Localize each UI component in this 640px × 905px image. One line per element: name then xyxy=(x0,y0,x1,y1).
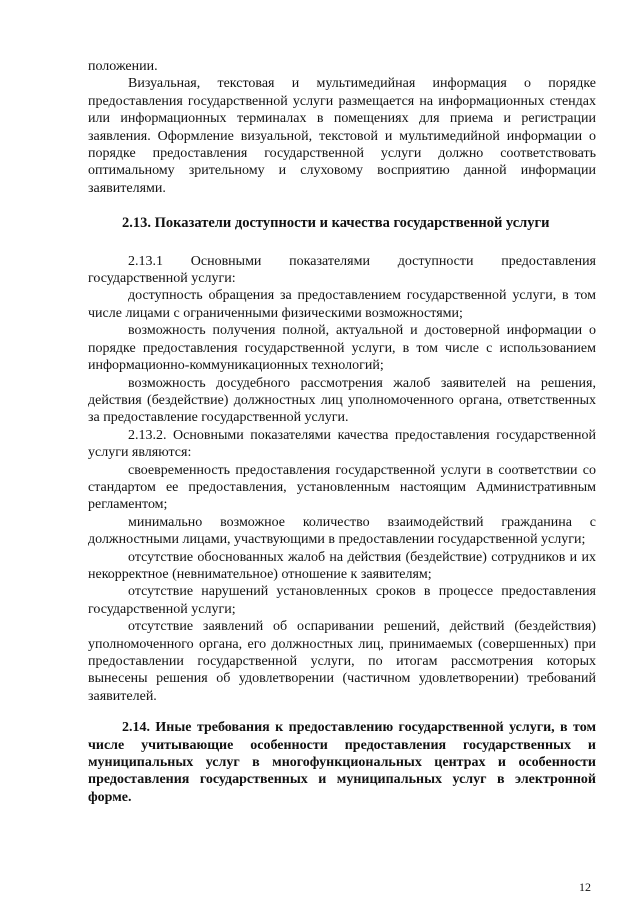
paragraph-timeliness: своевременность предоставления государственной услуги в соответствии со стандартом ее предоставления, установленным настоящим Административным регламентом; xyxy=(88,462,596,513)
paragraph-accessibility-appeal: доступность обращения за предоставлением государственной услуги, в том числе лицами с ограниченными физическими возможностями; xyxy=(88,288,596,321)
page-number: 12 xyxy=(579,880,591,894)
paragraph-continuation: положении. xyxy=(88,59,158,74)
paragraph-no-disputes: отсутствие заявлений об оспаривании решений, действий (бездействия) уполномоченного органа, его должностных лиц, принимаемых (совершенных) при предоставлении государственной услуги, по итогам рассмотрения которых вынесены решения об удовлетворении (частичном удовлетворении) требований заявителей. xyxy=(88,619,596,704)
paragraph-2-13-2: 2.13.2. Основными показателями качества предоставления государственной услуги являются: xyxy=(88,427,596,461)
section-heading-2-13: 2.13. Показатели доступности и качества государственной услуги xyxy=(122,215,550,232)
paragraph-min-interactions: минимально возможное количество взаимодействий гражданина с должностными лицами, участвующими в предоставлении государственной услуги; xyxy=(88,514,596,548)
paragraph-no-violations: отсутствие нарушений установленных сроков в процессе предоставления государственной услуги; xyxy=(88,584,596,617)
paragraph-no-complaints: отсутствие обоснованных жалоб на действия (бездействие) сотрудников и их некорректное (невнимательное) отношение к заявителям; xyxy=(88,549,596,582)
paragraph-visual-info: Визуальная, текстовая и мультимедийная информация о порядке предоставления государственной услуги размещается на информационных стендах или информационных терминалах в помещениях для приема и регистрации заявления. Оформление визуальной, текстовой и мультимедийной информации о порядке предоставления государственной услуги должно соответствовать оптимальному зрительному и слуховому восприятию данной информации заявителями. xyxy=(88,76,596,196)
paragraph-2-13-1: 2.13.1 Основными показателями доступности предоставления государственной услуги: xyxy=(88,253,596,287)
paragraph-info-access: возможность получения полной, актуальной и достоверной информации о порядке предоставления государственной услуги, в том числе с использованием информационно-коммуникационных технологий; xyxy=(88,323,596,374)
section-heading-2-14: 2.14. Иные требования к предоставлению государственной услуги, в том числе учитывающие особенности предоставления государственных и муниципальных услуг в многофункциональных центрах и особенности предоставления государственных и муниципальных услуг в электронной форме. xyxy=(88,720,596,805)
document-page xyxy=(88,58,596,806)
paragraph-pretrial-review: возможность досудебного рассмотрения жалоб заявителей на решения, действия (бездействие) должностных лиц уполномоченного органа, ответственных за предоставление государственной услуги. xyxy=(88,375,596,426)
